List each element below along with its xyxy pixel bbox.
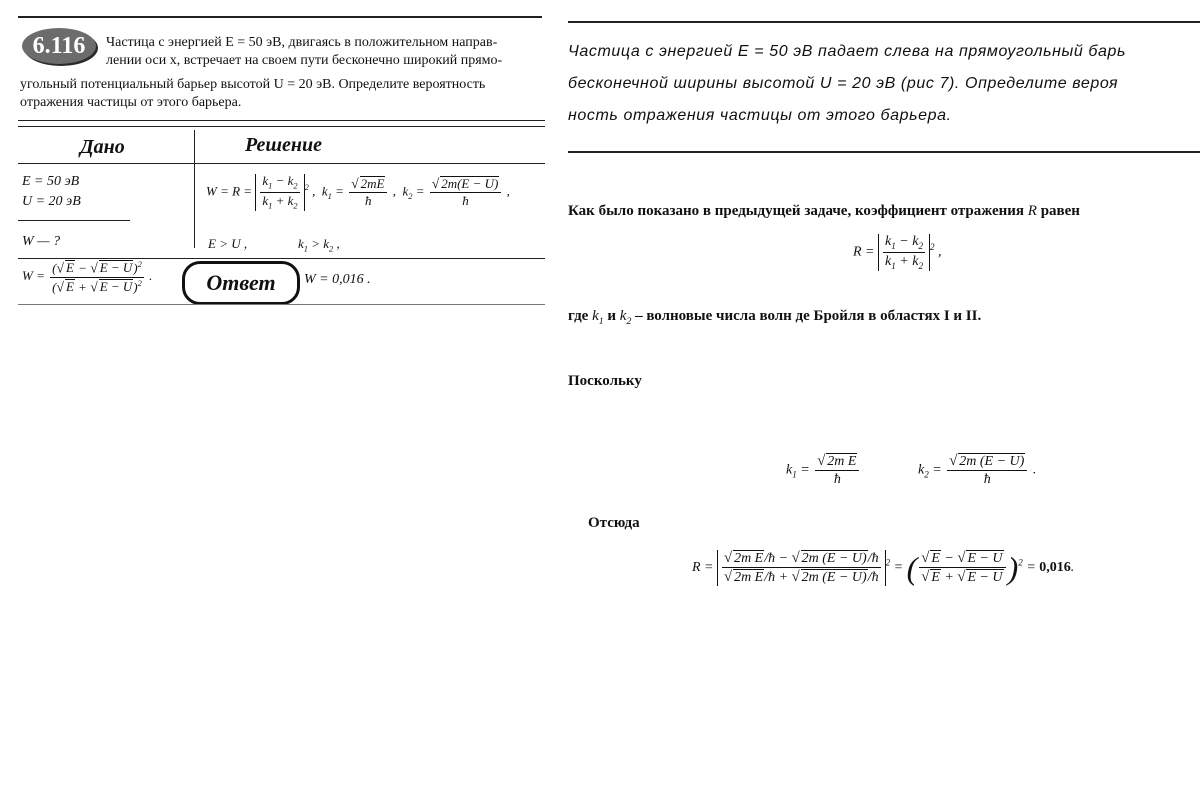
problem-statement: Частица с энергией E = 50 эВ падает слева на прямоугольный барь бесконечной ширины высотой U = 20 эВ (рис 7). Определите вероя ность отражения частицы от этого барьера. xyxy=(568,43,1127,124)
rule xyxy=(18,120,545,121)
condition-energy: E > U , xyxy=(208,236,248,251)
paragraph-hence: Отсюда xyxy=(588,515,640,531)
find-label: W — ? xyxy=(22,234,61,249)
column-divider xyxy=(194,130,195,248)
problem-text: Частица с энергией E = 50 эВ, двигаясь в положительном направ- лении оси x, встречает на своем пути бесконечно широкий прямо- xyxy=(106,35,503,68)
given-barrier: U = 20 эВ xyxy=(22,194,81,209)
formula-result: R = $\frac{\text{√ 2m E/ħ − √ 2m (E − U)/ħ}}{\text{√ 2m E/ħ + √ 2m (E − U)/ħ}}$ $^2$ = ( $\frac{√ E - √ E - U}{√ E + √ E - U}$ )$^2$ = 0,016. xyxy=(692,549,1075,586)
statement-top-rule xyxy=(568,21,1200,23)
condition-k: $k_1 > k_2$ , xyxy=(298,236,340,254)
paragraph-wavenumbers: где $k_1$ и $k_2$ – волновые числа волн де Бройля в областях I и II. xyxy=(568,308,982,327)
answer-badge: Ответ xyxy=(182,261,300,305)
answer-value: W = 0,016 . xyxy=(304,272,371,287)
problem-text-cont: угольный потенциальный барьер высотой U = 20 эВ. Определите вероятность отражения частицы от этого барьера. xyxy=(20,77,486,110)
formula-k1: $k_1$ = $\frac{\text{√ 2m E}}{ħ}$ xyxy=(786,453,861,488)
bottom-rule xyxy=(18,304,545,305)
rule xyxy=(18,258,545,259)
paragraph-reflection: Как было показано в предыдущей задаче, коэффициент отражения R равен xyxy=(568,203,1080,219)
rule xyxy=(18,126,545,127)
paragraph-since: Поскольку xyxy=(568,373,642,389)
rule xyxy=(18,220,130,221)
formula-reflection: R = $\frac{k_1 - k_2}{k_1 + k_2}$ $^2$ , xyxy=(853,234,942,271)
problem-number-badge: 6.116 xyxy=(22,28,96,64)
formula-k2: $k_2$ = $\frac{√ 2m (E - U)}{ħ}$ . xyxy=(918,453,1037,488)
solution-header: Решение xyxy=(245,134,323,156)
rule xyxy=(18,163,545,164)
given-energy: E = 50 эВ xyxy=(22,174,80,189)
solution-formula: W = R = $\frac{k_1 - k_2}{k_1 + k_2}$ $^2$ , $k_1$ = $\frac{√ 2mE}{ħ}$ , $k_2$ = $\frac{√ 2m(E - U)}{ħ}$ , xyxy=(206,173,510,211)
given-header: Дано xyxy=(80,136,125,158)
statement-bottom-rule xyxy=(568,151,1200,153)
result-value: 0,016 xyxy=(1039,560,1071,576)
top-rule xyxy=(18,16,542,18)
answer-formula: W = $\frac{(√ E - √ E - U)^2}{(√ E + √ E - U)^2}$ . xyxy=(22,259,153,294)
